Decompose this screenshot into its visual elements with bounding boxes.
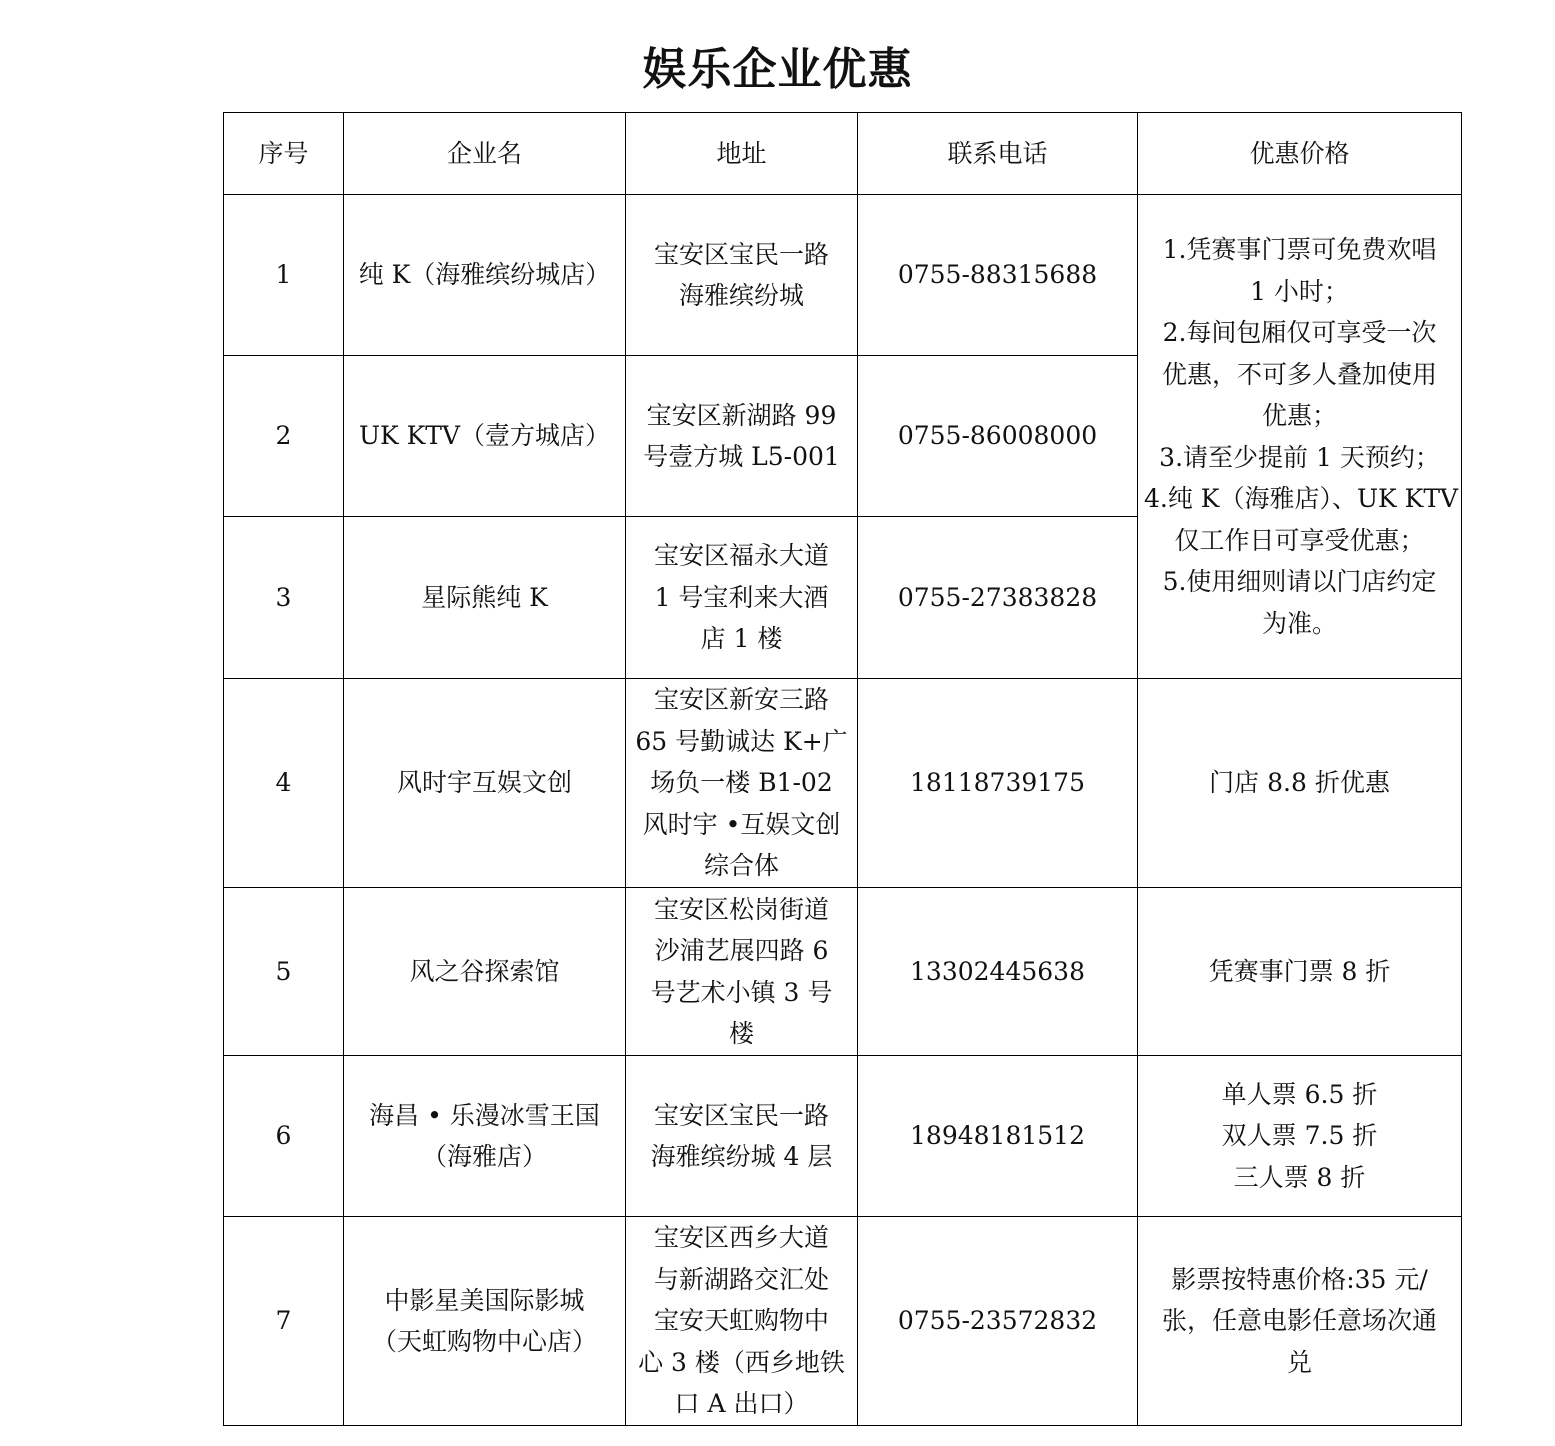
offer-line: 1.凭赛事门票可免费欢唱 (1162, 235, 1437, 264)
row-number: 5 (224, 888, 344, 1056)
company-name (344, 517, 626, 679)
company-name (344, 679, 626, 888)
company-phone: 0755-86008000 (858, 356, 1138, 517)
company-name (344, 195, 626, 356)
company-address (626, 1217, 858, 1426)
company-offer (1138, 888, 1462, 1056)
header-row (224, 113, 1462, 195)
company-offer (1138, 1056, 1462, 1217)
offer-line: 优惠，不可多人叠加使用 (1161, 359, 1437, 389)
company-name-line: 风之谷探索馆 (409, 956, 560, 986)
table-row (224, 679, 1462, 888)
address-line: 海雅缤纷城 (678, 281, 804, 310)
company-address (626, 1056, 858, 1217)
company-phone: 13302445638 (858, 888, 1138, 1056)
table-row (224, 888, 1462, 1056)
row-number: 1 (224, 195, 344, 356)
row-number: 7 (224, 1217, 344, 1426)
company-address (626, 679, 858, 888)
company-name (344, 1217, 626, 1426)
ktv-offer-notes (1138, 195, 1462, 679)
address-line: 号艺术小镇 3 号 (650, 977, 833, 1007)
company-name-line: UK KTV（壹方城店） (358, 421, 611, 451)
company-phone: 0755-23572832 (858, 1217, 1138, 1426)
address-line: 宝安区福永大道 (653, 541, 829, 571)
company-address (626, 517, 858, 679)
offer-line: 仅工作日可享受优惠； (1174, 525, 1425, 555)
header-name: 企业名 (344, 113, 626, 195)
table-row (224, 1056, 1462, 1217)
address-line: 宝安区宝民一路 (653, 1100, 829, 1130)
offers-table (223, 112, 1462, 1426)
address-line: 综合体 (703, 851, 779, 881)
row-number: 3 (224, 517, 344, 679)
company-name-line: 中影星美国际影城 (384, 1285, 585, 1315)
company-name (344, 356, 626, 517)
company-name-line: 海昌 • 乐漫冰雪王国 (369, 1100, 600, 1130)
company-name (344, 1056, 626, 1217)
offer-line: 张，任意电影任意场次通 (1161, 1306, 1437, 1336)
address-line: 宝安区新安三路 (653, 685, 829, 715)
company-name-line: 风时宇互娱文创 (396, 768, 572, 798)
row-number: 4 (224, 679, 344, 888)
company-address (626, 356, 858, 517)
company-name-line: （天虹购物中心店） (371, 1327, 597, 1356)
company-offer (1138, 1217, 1462, 1426)
offer-line: 为准。 (1261, 608, 1337, 638)
offer-line: 三人票 8 折 (1233, 1162, 1366, 1192)
offer-line: 1 小时； (1250, 276, 1349, 306)
address-line: 宝安区西乡大道 (653, 1223, 829, 1253)
company-phone: 0755-88315688 (858, 195, 1138, 356)
row-number: 6 (224, 1056, 344, 1217)
company-name-line: 纯 K（海雅缤纷城店） (358, 260, 611, 290)
header-address: 地址 (626, 113, 858, 195)
address-line: 宝安区宝民一路 (653, 239, 829, 269)
company-name (344, 888, 626, 1056)
offer-line: 4.纯 K（海雅店）、UK KTV (1144, 484, 1459, 513)
offer-line: 双人票 7.5 折 (1221, 1121, 1378, 1151)
header-phone: 联系电话 (858, 113, 1138, 195)
page-title: 娱乐企业优惠 (642, 44, 913, 95)
company-address (626, 888, 858, 1056)
address-line: 海雅缤纷城 4 层 (650, 1142, 833, 1171)
address-line: 号壹方城 L5-001 (643, 442, 840, 471)
header-offer: 优惠价格 (1138, 113, 1462, 195)
company-name-line: （海雅店） (421, 1142, 547, 1171)
company-offer (1138, 679, 1462, 888)
offer-line: 兑 (1286, 1347, 1312, 1377)
address-line: 口 A 出口） (674, 1389, 809, 1419)
address-line: 宝安天虹购物中 (653, 1306, 829, 1336)
company-phone: 0755-27383828 (858, 517, 1138, 679)
offer-line: 3.请至少提前 1 天预约； (1159, 442, 1440, 472)
offer-line: 2.每间包厢仅可享受一次 (1162, 318, 1437, 347)
company-address (626, 195, 858, 356)
offer-line: 5.使用细则请以门店约定 (1162, 567, 1437, 596)
address-line: 与新湖路交汇处 (653, 1264, 829, 1294)
offer-line: 影票按特惠价格:35 元/ (1171, 1264, 1428, 1294)
address-line: 场负一楼 B1-02 (650, 768, 833, 798)
table-row (224, 195, 1462, 356)
offer-line: 门店 8.8 折优惠 (1209, 768, 1390, 798)
address-line: 1 号宝利来大酒 (654, 582, 829, 612)
offer-line: 单人票 6.5 折 (1221, 1079, 1378, 1109)
row-number: 2 (224, 356, 344, 517)
address-line: 宝安区松岗街道 (653, 894, 829, 924)
address-line: 风时宇 •互娱文创 (642, 809, 841, 839)
address-line: 沙浦艺展四路 6 (654, 936, 829, 965)
address-line: 65 号勤诚达 K+广 (635, 726, 848, 756)
address-line: 店 1 楼 (700, 624, 783, 654)
offer-line: 优惠； (1261, 401, 1337, 430)
address-line: 心 3 楼（西乡地铁 (638, 1347, 845, 1377)
header-no: 序号 (224, 113, 344, 195)
company-phone: 18118739175 (858, 679, 1138, 888)
company-name-line: 星际熊纯 K (421, 582, 548, 612)
table-row (224, 1217, 1462, 1426)
address-line: 楼 (728, 1019, 754, 1048)
company-phone: 18948181512 (858, 1056, 1138, 1217)
address-line: 宝安区新湖路 99 (646, 400, 837, 430)
offer-line: 凭赛事门票 8 折 (1208, 956, 1391, 986)
